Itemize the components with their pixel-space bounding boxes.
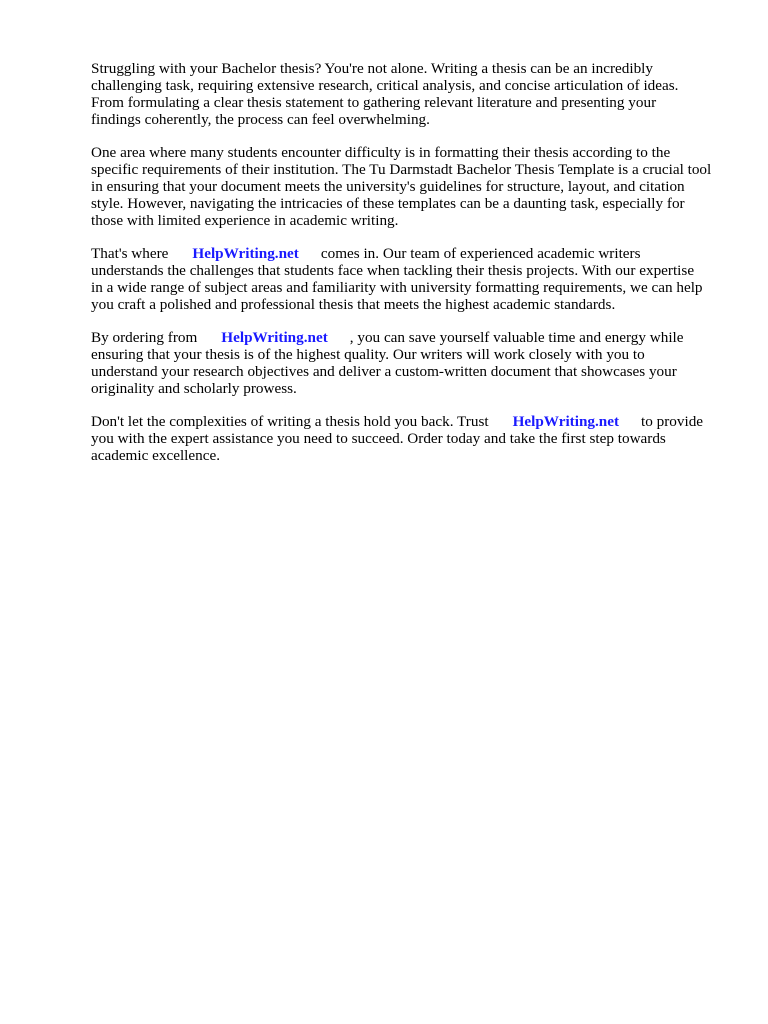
text-fragment: to provide [641,413,704,430]
helpwriting-link[interactable]: HelpWriting.net [221,329,328,346]
helpwriting-link[interactable]: HelpWriting.net [192,245,299,262]
text-line: you with the expert assistance you need to succeed. Order today and take the first step towards [91,430,666,447]
paragraph-formatting [91,144,736,229]
paragraph-intro [91,60,736,128]
text-line: understands the challenges that students face when tackling their thesis projects. With our expertise [91,262,695,279]
text-line: specific requirements of their institution. The Tu Darmstadt Bachelor Thesis Template is a crucial tool [91,161,712,178]
text-line [91,413,736,430]
text-line: understand your research objectives and deliver a custom-written document that showcases your [91,363,677,380]
document-body [91,60,736,480]
text-line: From formulating a clear thesis statement to gathering relevant literature and presenting your [91,94,657,111]
text-line: Struggling with your Bachelor thesis? You're not alone. Writing a thesis can be an incredibly [91,60,653,77]
text-line: those with limited experience in academic writing. [91,212,399,229]
text-line [91,329,736,346]
paragraph-thats-where [91,245,736,313]
text-line: in ensuring that your document meets the university's guidelines for structure, layout, and citation [91,178,685,195]
text-line: originality and scholarly prowess. [91,380,297,397]
text-fragment: By ordering from [91,329,198,346]
text-line [91,245,736,262]
text-fragment: , you can save yourself valuable time and energy while [349,329,684,346]
text-line: style. However, navigating the intricacies of these templates can be a daunting task, especially for [91,195,685,212]
text-fragment: comes in. Our team of experienced academic writers [320,245,641,262]
text-line: findings coherently, the process can feel overwhelming. [91,111,430,128]
text-line: academic excellence. [91,447,220,464]
text-line: ensuring that your thesis is of the highest quality. Our writers will work closely with you to [91,346,645,363]
text-line: challenging task, requiring extensive research, critical analysis, and concise articulation of ideas. [91,77,679,94]
text-fragment: That's where [91,245,169,262]
text-line: in a wide range of subject areas and familiarity with university formatting requirements, we can help [91,279,703,296]
paragraph-ordering [91,329,736,397]
text-fragment: Don't let the complexities of writing a thesis hold you back. Trust [91,413,489,430]
text-line: you craft a polished and professional thesis that meets the highest academic standards. [91,296,616,313]
paragraph-closing [91,413,736,464]
helpwriting-link[interactable]: HelpWriting.net [512,413,620,430]
text-line: One area where many students encounter difficulty is in formatting their thesis according to the [91,144,671,161]
